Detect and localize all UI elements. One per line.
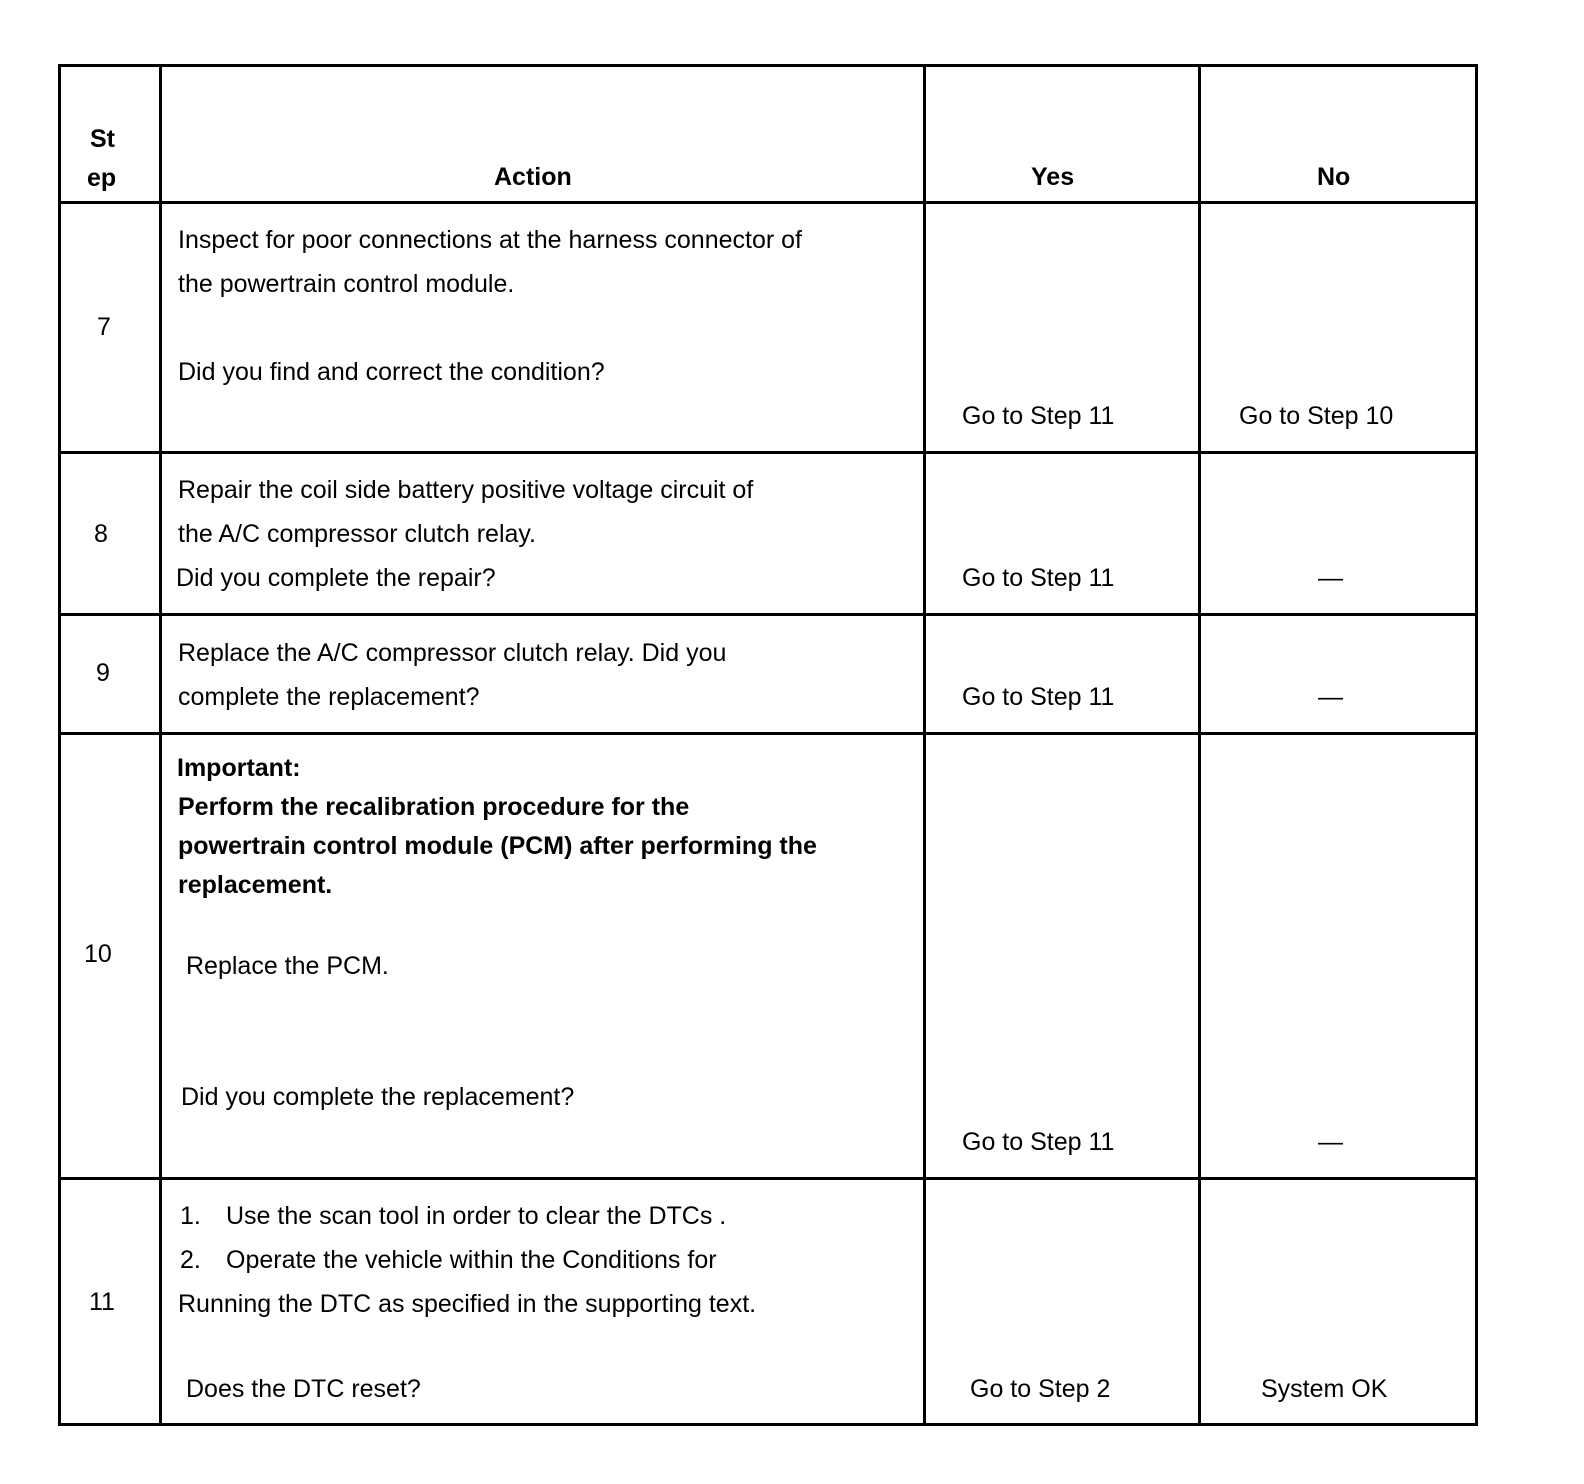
- row-11-list-item: Use the scan tool in order to clear the DTCs .: [226, 1202, 727, 1230]
- row-10-important-label: Important:: [177, 754, 301, 782]
- row-10-action-question: Did you complete the replacement?: [181, 1083, 575, 1111]
- row-7-yes: Go to Step 11: [962, 402, 1115, 430]
- row-9-action-question: complete the replacement?: [178, 683, 480, 711]
- row-8-action-question: Did you complete the repair?: [176, 564, 496, 592]
- row-9-no: —: [1318, 683, 1343, 711]
- row-7-action-question: Did you find and correct the condition?: [178, 358, 605, 386]
- header-step-line1: St: [90, 125, 115, 153]
- diagnostic-table: [58, 64, 1478, 1426]
- header-step-line2: ep: [87, 164, 117, 192]
- column-divider: [923, 67, 926, 1423]
- row-10-important-line: replacement.: [178, 871, 333, 899]
- row-11-action-line: Running the DTC as specified in the supporting text.: [178, 1290, 757, 1318]
- row-11-list-item: Operate the vehicle within the Conditions for: [226, 1246, 717, 1274]
- row-10-action-line: Replace the PCM.: [186, 952, 389, 980]
- row-divider: [61, 1177, 1475, 1180]
- row-9-action-line: Replace the A/C compressor clutch relay. Did you: [178, 639, 727, 667]
- row-10-important-line: powertrain control module (PCM) after performing the: [178, 832, 817, 860]
- row-divider: [61, 732, 1475, 735]
- row-8-yes: Go to Step 11: [962, 564, 1115, 592]
- row-10-yes: Go to Step 11: [962, 1128, 1115, 1156]
- row-7-action-line: Inspect for poor connections at the harness connector of: [178, 226, 802, 254]
- row-11-yes: Go to Step 2: [970, 1375, 1111, 1403]
- row-8-action-line: the A/C compressor clutch relay.: [178, 520, 537, 548]
- row-divider: [61, 201, 1475, 204]
- row-divider: [61, 613, 1475, 616]
- row-11-step: 11: [89, 1288, 115, 1316]
- row-11-list-number: 1.: [180, 1202, 201, 1230]
- row-7-step: 7: [97, 313, 111, 341]
- row-10-step: 10: [84, 940, 112, 968]
- row-11-action-question: Does the DTC reset?: [186, 1375, 421, 1403]
- row-7-action-line: the powertrain control module.: [178, 270, 515, 298]
- row-11-no: System OK: [1261, 1375, 1388, 1403]
- row-9-step: 9: [96, 659, 110, 687]
- header-action: Action: [494, 163, 572, 191]
- row-8-action-line: Repair the coil side battery positive voltage circuit of: [178, 476, 754, 504]
- row-8-no: —: [1318, 564, 1343, 592]
- row-7-no: Go to Step 10: [1239, 402, 1394, 430]
- row-divider: [61, 451, 1475, 454]
- row-11-list-number: 2.: [180, 1246, 201, 1274]
- column-divider: [1198, 67, 1201, 1423]
- row-10-no: —: [1318, 1128, 1343, 1156]
- row-8-step: 8: [94, 520, 108, 548]
- row-9-yes: Go to Step 11: [962, 683, 1115, 711]
- row-10-important-line: Perform the recalibration procedure for the: [178, 793, 690, 821]
- header-no: No: [1317, 163, 1351, 191]
- header-yes: Yes: [1031, 163, 1075, 191]
- column-divider: [159, 67, 162, 1423]
